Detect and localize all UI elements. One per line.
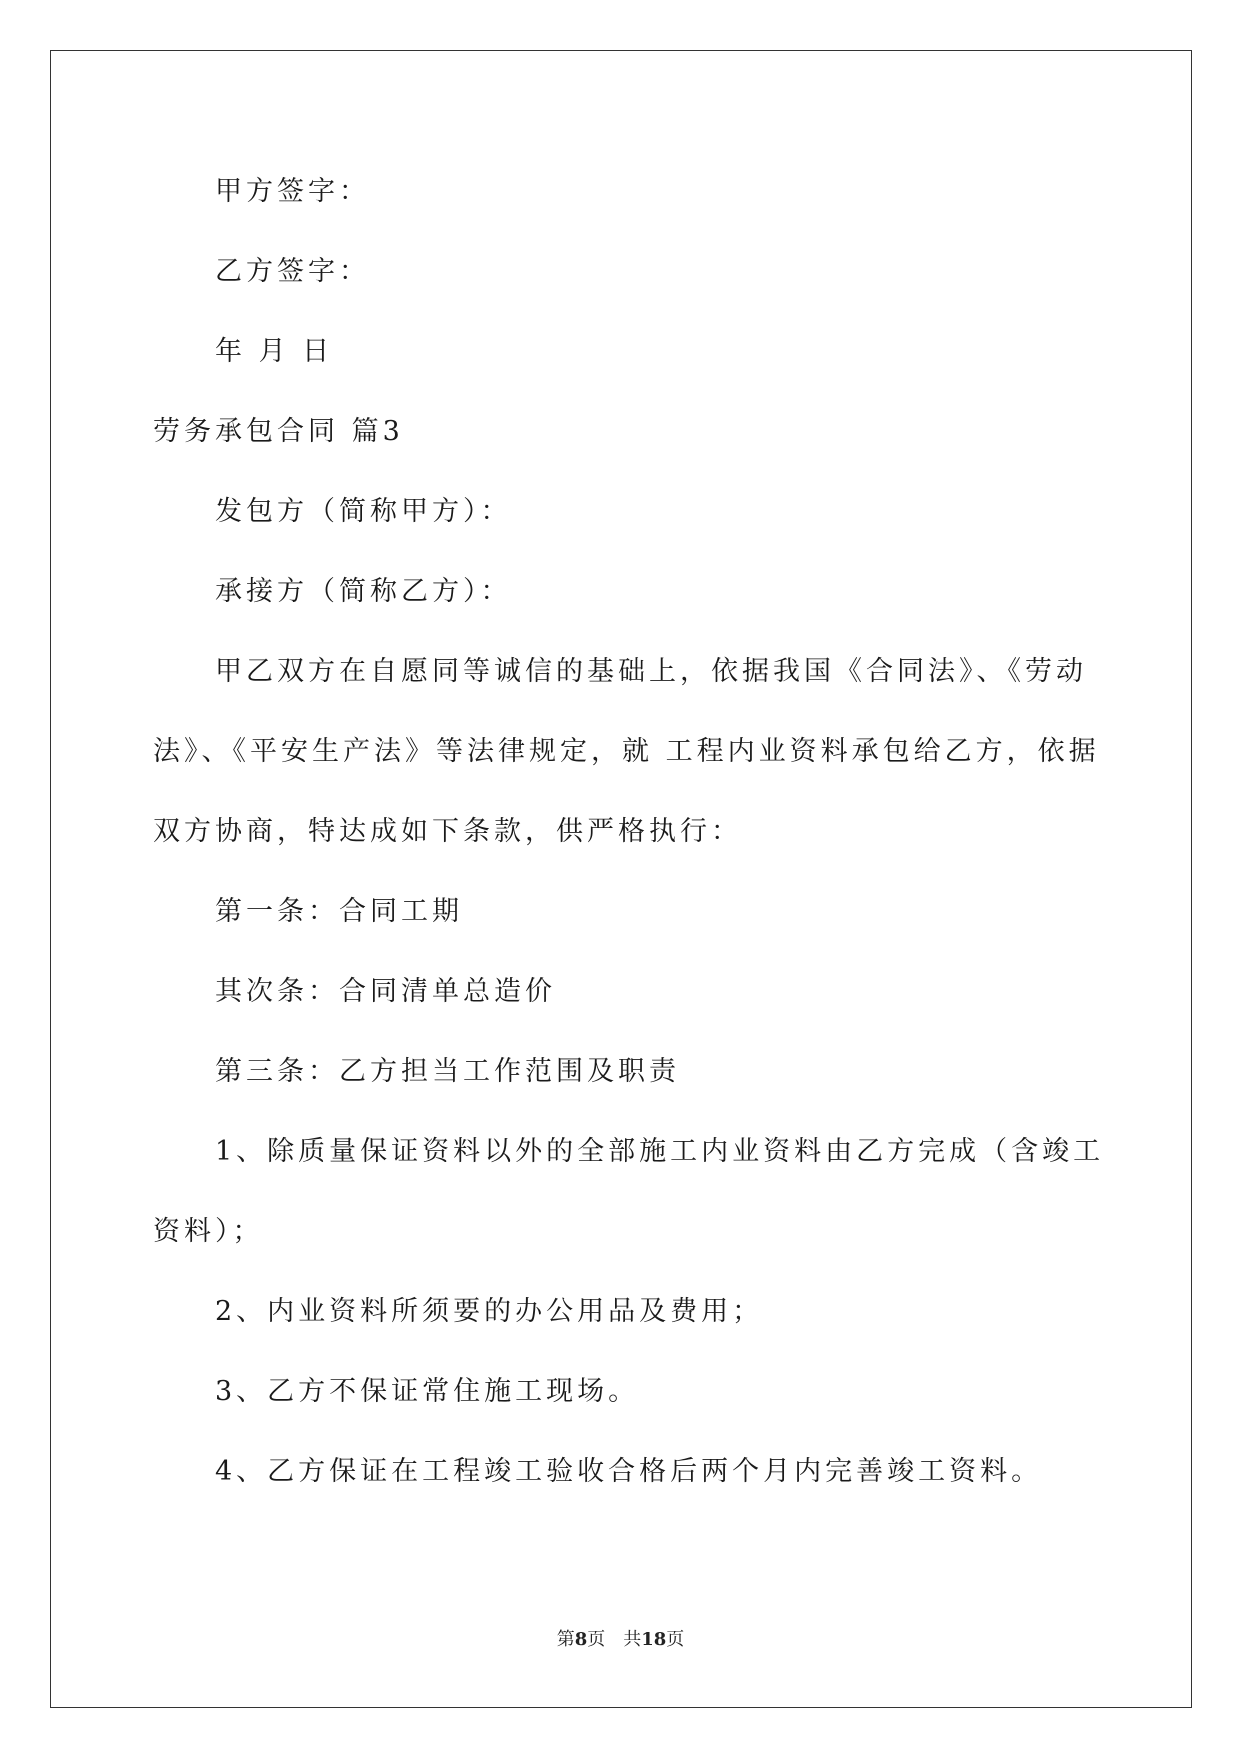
item-4: 4、乙方保证在工程竣工验收合格后两个月内完善竣工资料。 (215, 1456, 1043, 1487)
contractor-line: 发包方（简称甲方）： (215, 496, 512, 527)
total-pages: 18 (641, 1629, 667, 1650)
article-3: 第三条：乙方担当工作范围及职责 (215, 1056, 680, 1087)
page-label: 第8页 (556, 1629, 606, 1650)
article-2: 其次条：合同清单总造价 (215, 976, 556, 1007)
section-heading: 劳务承包合同 篇3 (153, 416, 404, 447)
party-a-signature: 甲方签字： (215, 176, 370, 207)
item-1-line-2: 资料）； (153, 1216, 264, 1247)
total-label: 共18页 (623, 1629, 685, 1650)
page-number: 8 (574, 1629, 588, 1650)
intro-paragraph-line-2: 法》、《平安生产法》等法律规定，就 工程内业资料承包给乙方，依据 (153, 736, 1100, 767)
intro-paragraph-line-1: 甲乙双方在自愿同等诚信的基础上，依据我国《合同法》、《劳动 (215, 656, 1087, 687)
item-2: 2、内业资料所须要的办公用品及费用； (215, 1296, 764, 1327)
date-line: 年 月 日 (215, 336, 334, 367)
item-1-line-1: 1、除质量保证资料以外的全部施工内业资料由乙方完成（含竣工 (215, 1136, 1105, 1167)
party-b-signature: 乙方签字： (215, 256, 370, 287)
page-footer (0, 1625, 1241, 1651)
item-3: 3、乙方不保证常住施工现场。 (215, 1376, 640, 1407)
article-1: 第一条：合同工期 (215, 896, 463, 927)
contractee-line: 承接方（简称乙方）： (215, 576, 512, 607)
intro-paragraph-line-3: 双方协商，特达成如下条款，供严格执行： (153, 816, 742, 847)
